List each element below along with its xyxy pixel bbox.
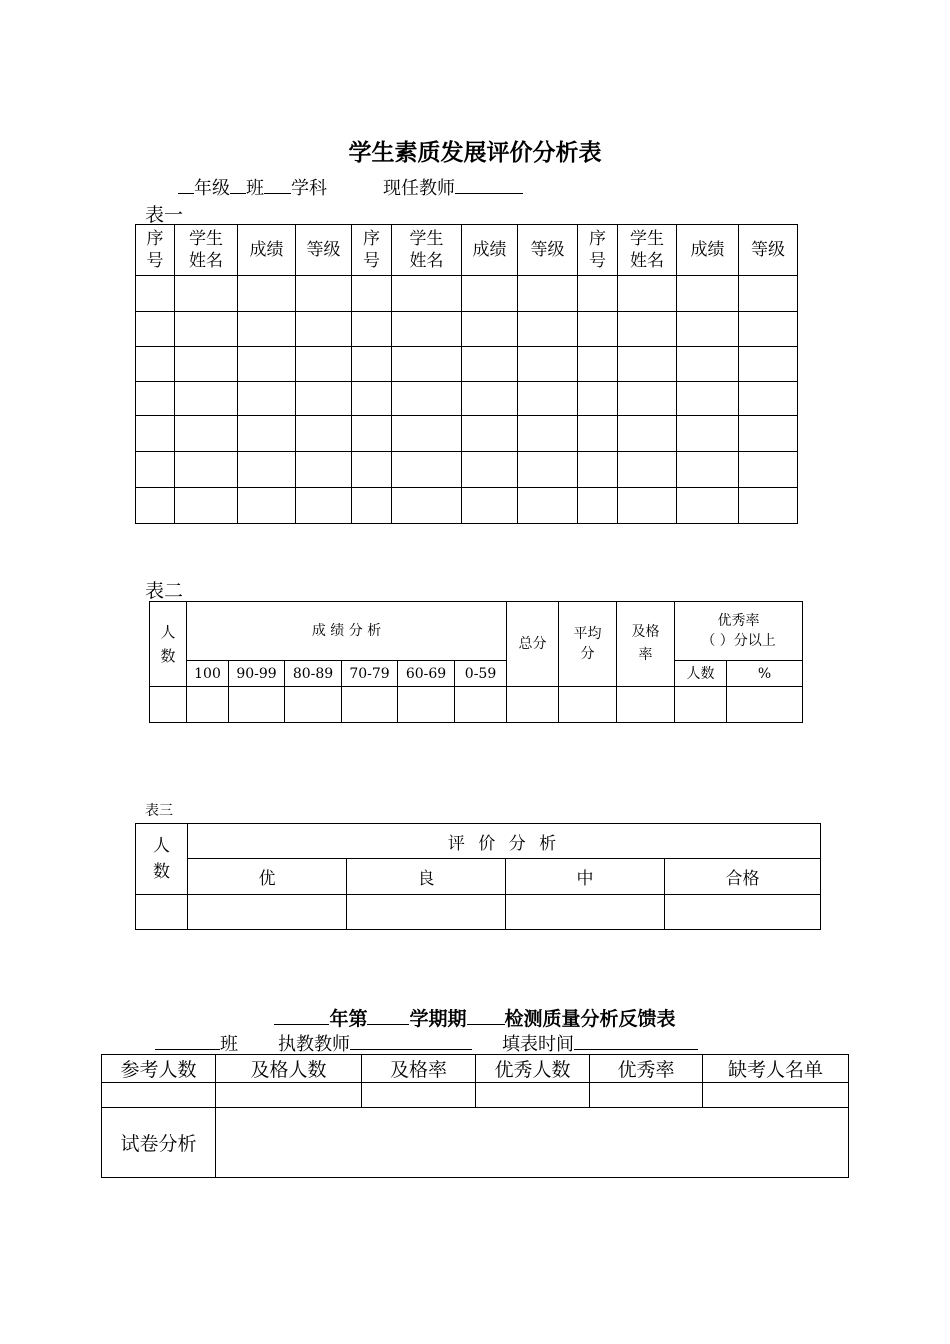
data-cell[interactable] (392, 382, 462, 416)
page-title: 学生素质发展评价分析表 (348, 140, 602, 166)
data-cell[interactable] (618, 312, 677, 347)
data-cell[interactable] (476, 1083, 590, 1108)
data-cell[interactable] (285, 687, 342, 723)
table1-body (136, 276, 798, 524)
header-cell: 及格人数 (216, 1055, 362, 1083)
header-cell: 缺考人名单 (703, 1055, 849, 1083)
data-cell[interactable] (392, 312, 462, 347)
data-cell[interactable] (462, 382, 518, 416)
data-cell[interactable] (175, 347, 238, 382)
data-cell[interactable] (677, 312, 739, 347)
data-cell[interactable] (677, 347, 739, 382)
header-cell: 成绩 (462, 225, 518, 276)
data-cell[interactable] (675, 687, 727, 723)
data-cell[interactable] (187, 687, 229, 723)
data-cell[interactable] (665, 895, 821, 930)
data-cell[interactable] (677, 452, 739, 488)
data-cell[interactable] (518, 312, 578, 347)
data-cell[interactable] (739, 312, 798, 347)
data-cell[interactable] (216, 1083, 362, 1108)
header-cell: 序号 (352, 225, 392, 276)
range-cell: 60-69 (398, 661, 455, 687)
data-cell[interactable] (352, 347, 392, 382)
data-cell[interactable] (238, 416, 296, 452)
data-cell[interactable] (238, 347, 296, 382)
data-cell[interactable] (136, 382, 175, 416)
header-cell: 成绩 (238, 225, 296, 276)
total-header: 总分 (507, 602, 559, 687)
data-cell[interactable] (136, 488, 175, 524)
data-cell[interactable] (578, 488, 618, 524)
average-header: 平均分 (559, 602, 617, 687)
data-cell[interactable] (462, 312, 518, 347)
class-blank[interactable] (230, 174, 246, 194)
range-cell: 90-99 (229, 661, 285, 687)
header-cell: 成绩 (677, 225, 739, 276)
header-cell: 优秀人数 (476, 1055, 590, 1083)
excellent-count-header: 人数 (675, 661, 727, 687)
data-cell[interactable] (150, 687, 187, 723)
data-cell[interactable] (238, 452, 296, 488)
data-cell[interactable] (578, 276, 618, 312)
feedback-table (101, 1054, 849, 1178)
excellent-rate-header: 优秀率 （ ）分以上 (675, 602, 803, 661)
data-cell[interactable] (296, 416, 352, 452)
data-cell[interactable] (102, 1083, 216, 1108)
data-cell[interactable] (518, 488, 578, 524)
table1-row (136, 488, 798, 524)
year-blank[interactable] (274, 1005, 329, 1025)
table2-label: 表二 (145, 580, 184, 602)
data-cell[interactable] (739, 416, 798, 452)
header-cell: 序号 (578, 225, 618, 276)
data-cell[interactable] (739, 488, 798, 524)
header-cell: 学生姓名 (618, 225, 677, 276)
table3 (135, 823, 821, 930)
header-cell: 参考人数 (102, 1055, 216, 1083)
data-cell[interactable] (136, 416, 175, 452)
level-cell: 中 (506, 859, 665, 895)
data-cell[interactable] (296, 347, 352, 382)
range-cell: 100 (187, 661, 229, 687)
level-cell: 优 (188, 859, 347, 895)
data-cell[interactable] (352, 416, 392, 452)
table1-row (136, 452, 798, 488)
evaluation-header: 评 价 分 析 (188, 824, 821, 859)
data-cell[interactable] (618, 347, 677, 382)
data-cell[interactable] (175, 382, 238, 416)
header-cell: 等级 (739, 225, 798, 276)
header-cell: 及格率 (362, 1055, 476, 1083)
table3-data-row (136, 895, 821, 930)
table3-label: 表三 (145, 803, 173, 819)
range-cell: 80-89 (285, 661, 342, 687)
teacher-blank[interactable] (455, 174, 523, 194)
data-cell[interactable] (175, 452, 238, 488)
data-cell[interactable] (462, 416, 518, 452)
data-cell[interactable] (175, 416, 238, 452)
data-cell[interactable] (238, 488, 296, 524)
analysis-label: 试卷分析 (102, 1108, 216, 1178)
data-cell[interactable] (618, 488, 677, 524)
data-cell[interactable] (677, 488, 739, 524)
data-cell[interactable] (462, 452, 518, 488)
level-cell: 合格 (665, 859, 821, 895)
data-cell[interactable] (677, 416, 739, 452)
data-cell[interactable] (398, 687, 455, 723)
feedback-data-row (102, 1083, 849, 1108)
data-cell[interactable] (296, 382, 352, 416)
table1-row (136, 276, 798, 312)
date-blank[interactable] (574, 1030, 698, 1050)
data-cell[interactable] (352, 312, 392, 347)
table1-label: 表一 (145, 204, 184, 226)
header-cell: 学生姓名 (175, 225, 238, 276)
data-cell[interactable] (296, 276, 352, 312)
data-cell[interactable] (590, 1083, 703, 1108)
data-cell[interactable] (618, 276, 677, 312)
data-cell[interactable] (342, 687, 398, 723)
data-cell[interactable] (392, 347, 462, 382)
data-cell[interactable] (518, 416, 578, 452)
table1-row (136, 312, 798, 347)
data-cell[interactable] (136, 895, 188, 930)
table1 (135, 224, 798, 524)
data-cell[interactable] (296, 312, 352, 347)
data-cell[interactable] (739, 452, 798, 488)
data-cell[interactable] (462, 347, 518, 382)
data-cell[interactable] (136, 347, 175, 382)
teacher-label: 现任教师 (383, 178, 455, 199)
data-cell[interactable] (559, 687, 617, 723)
data-cell[interactable] (136, 452, 175, 488)
data-cell[interactable] (392, 416, 462, 452)
term-blank[interactable] (367, 1005, 409, 1025)
grade-blank[interactable] (178, 174, 194, 194)
data-cell[interactable] (352, 488, 392, 524)
data-cell[interactable] (518, 347, 578, 382)
data-cell[interactable] (296, 452, 352, 488)
data-cell[interactable] (578, 312, 618, 347)
data-cell[interactable] (238, 276, 296, 312)
data-cell[interactable] (518, 276, 578, 312)
data-cell[interactable] (352, 382, 392, 416)
data-cell[interactable] (362, 1083, 476, 1108)
data-cell[interactable] (462, 276, 518, 312)
data-cell[interactable] (739, 276, 798, 312)
data-cell[interactable] (617, 687, 675, 723)
people-header: 人数 (150, 602, 187, 687)
table1-row (136, 347, 798, 382)
data-cell[interactable] (578, 416, 618, 452)
data-cell[interactable] (507, 687, 559, 723)
feedback-title: 年第 学期期 检测质量分析反馈表 (0, 1004, 950, 1031)
excellent-percent-header: % (727, 661, 803, 687)
data-cell[interactable] (136, 312, 175, 347)
pass-rate-header: 及格率 (617, 602, 675, 687)
class-blank[interactable] (155, 1030, 220, 1050)
data-cell[interactable] (578, 347, 618, 382)
data-cell[interactable] (677, 382, 739, 416)
table1-subtitle (178, 174, 523, 200)
level-cell: 良 (347, 859, 506, 895)
data-cell[interactable] (618, 416, 677, 452)
people-header: 人数 (136, 824, 188, 895)
data-cell[interactable] (347, 895, 506, 930)
data-cell[interactable] (392, 452, 462, 488)
data-cell[interactable] (677, 276, 739, 312)
range-cell: 0-59 (455, 661, 507, 687)
data-cell[interactable] (238, 312, 296, 347)
score-analysis-header: 成 绩 分 析 (187, 602, 507, 661)
data-cell[interactable] (727, 687, 803, 723)
data-cell[interactable] (175, 488, 238, 524)
data-cell[interactable] (352, 452, 392, 488)
data-cell[interactable] (188, 895, 347, 930)
subject-label: 学科 (291, 178, 327, 199)
data-cell[interactable] (739, 347, 798, 382)
data-cell[interactable] (352, 276, 392, 312)
data-cell[interactable] (618, 382, 677, 416)
data-cell[interactable] (578, 382, 618, 416)
data-cell[interactable] (238, 382, 296, 416)
data-cell[interactable] (739, 382, 798, 416)
feedback-subtitle: 班 执教教师 填表时间 (155, 1030, 698, 1056)
data-cell[interactable] (392, 488, 462, 524)
table1-header-row (136, 225, 798, 276)
data-cell[interactable] (506, 895, 665, 930)
analysis-field[interactable] (216, 1108, 849, 1178)
header-cell: 优秀率 (590, 1055, 703, 1083)
exam-blank[interactable] (467, 1005, 505, 1025)
teacher-blank[interactable] (350, 1030, 472, 1050)
data-cell[interactable] (136, 276, 175, 312)
range-cell: 70-79 (342, 661, 398, 687)
data-cell[interactable] (618, 452, 677, 488)
data-cell[interactable] (175, 312, 238, 347)
data-cell[interactable] (175, 276, 238, 312)
class-label: 班 (246, 178, 264, 199)
grade-label: 年级 (194, 178, 230, 199)
subject-blank[interactable] (264, 174, 291, 194)
data-cell[interactable] (455, 687, 507, 723)
header-cell: 等级 (296, 225, 352, 276)
data-cell[interactable] (518, 382, 578, 416)
data-cell[interactable] (703, 1083, 849, 1108)
data-cell[interactable] (578, 452, 618, 488)
table2 (149, 601, 803, 723)
data-cell[interactable] (518, 452, 578, 488)
data-cell[interactable] (296, 488, 352, 524)
table1-row (136, 382, 798, 416)
data-cell[interactable] (462, 488, 518, 524)
data-cell[interactable] (392, 276, 462, 312)
data-cell[interactable] (229, 687, 285, 723)
header-cell: 序号 (136, 225, 175, 276)
header-cell: 等级 (518, 225, 578, 276)
header-cell: 学生姓名 (392, 225, 462, 276)
table2-data-row (150, 687, 803, 723)
table1-row (136, 416, 798, 452)
